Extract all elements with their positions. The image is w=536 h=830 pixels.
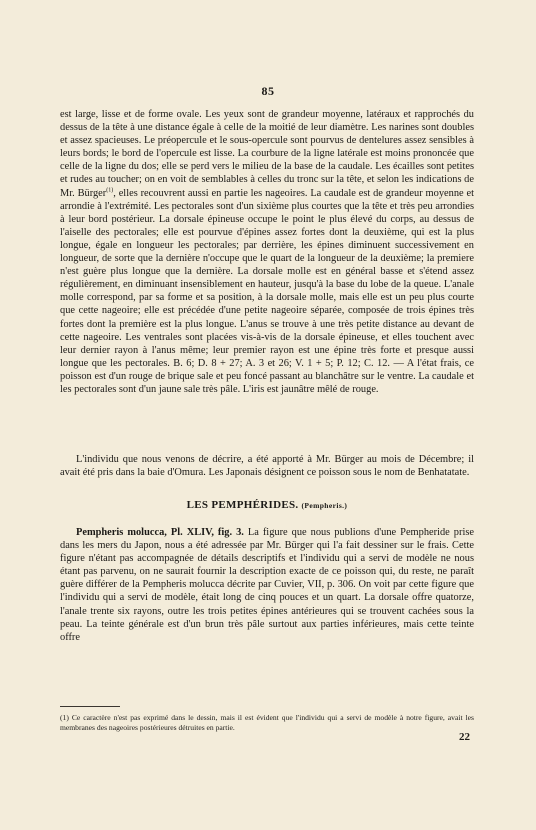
body-text-part-1: est large, lisse et de forme ovale. Les yeux sont de grandeur moyenne, latéraux et rapprochés du dessus de la tête à une distance égale à celle de la moitié de leur diamètre. Les narines sont doubles et assez spacieuses. Le préopercule et le sous-opercule sont pourvus de dentelures assez sensibles à leurs bords; le bord de l'opercule est lisse. La courbure de la ligne latérale est moins prononcée que celle de la ligne du dos; elle se perd vers le milieu de la base de la caudale. Les écailles sont petites et rudes au toucher; on en voit de semblables à celles du tronc sur la tête, et selon les indications de Mr. Bürger (60, 109, 474, 199)
origin-text: L'individu que nous venons de décrire, a été apporté à Mr. Bürger au mois de Décembre; il avait été pris dans la baie d'Omura. Les Japonais désignent ce poisson sous le nom de Benhatatate. (60, 454, 474, 479)
footnote-divider (60, 706, 120, 707)
body-text-part-2: , elles recouvrent aussi en partie les nageoires. La caudale est de grandeur moyenne et arrondie à l'extrémité. Les pectorales sont d'un sixième plus courtes que la tête et très peu arrondies à leur bord postérieur. La dorsale épineuse occupe le point le plus élevé du corps, au dessus de l'aiselle des pectorales; elle est pourvue d'épines assez fortes dont la deuxième, qui est la plus longue, égale en longueur les pectorales; par derrière, les épines diminuent successivement en longueur, de sorte que la dernière n'occupe que le quart de la longueur de la deuxième; la premiere n'est guère plus longue que la dernière. La dorsale molle est en général basse et s'étend assez régulièrement, en diminuant insensiblement en hauteur, jusqu'à la base du lobe de la queue. L'anale molle correspond, par sa forme et sa position, à la dorsale molle, mais elle est un peu plus courte que cette nageoire; elle est précédée d'une petite nageoire séparée, composée de trois épines très fortes dont la première est la plus longue. L'anus se trouve à une très petite distance au devant de cette nageoire. Les ventrales sont placées vis-à-vis de la dorsale épineuse, et elles touchent avec leur dernier rayon à l'anus même; leur premier rayon est une épine très forte et presque aussi longue que les pectorales. B. 6; D. 8 + 27; A. 3 et 26; V. 1 + 5; P. 12; C. 12. — A l'état frais, ce poisson est d'un rouge de brique sale et peu foncé passant au blanchâtre sur le ventre. La caudale et les pectorales sont d'un jaune sale très pâle. L'iris est jaunâtre mêlé de rouge. (60, 187, 474, 395)
footnote-marker: (1) (106, 187, 114, 194)
body-paragraph-origin (60, 453, 474, 479)
page-number: 85 (261, 84, 275, 98)
section-subtitle: (Pempheris.) (301, 501, 348, 510)
species-lead: Pempheris molucca, Pl. XLIV, fig. 3. (76, 527, 244, 538)
signature-mark: 22 (459, 731, 470, 743)
body-paragraph-description (60, 108, 474, 396)
species-text: La figure que nous publions d'une Pempheride prise dans les mers du Japon, nous a été adressée par Mr. Bürger qui l'a fait dessiner sur le frais. Cette figure n'étant pas accompagnée de détails descriptifs et l'individu qui a servi de modèle ne nous étant pas parvenu, on ne saurait fournir la description exacte de ce poisson qui, du reste, ne paraît guère différer de la Pempheris molucca décrite par Cuvier, VII, p. 306. On voit par cette figure que l'individu qui a servi de modèle, était long de cinq pouces et un quart. La dorsale offre quatorze, l'anale trente six rayons, outre les trois petites épines antérieures qui se trouvent cachées sous la peau. La teinte générale est d'un brun très pâle surtout aux parties inférieures, mais cette teinte offre (60, 527, 474, 643)
section-heading (60, 499, 474, 511)
footnote: (1) Ce caractère n'est pas exprimé dans le dessin, mais il est évident que l'individu qui a servi de modèle à notre figure, avait les membranes des nageoires postérieures détruites en partie. (60, 713, 474, 732)
section-title: LES PEMPHÉRIDES. (186, 499, 299, 511)
body-paragraph-pempheris (60, 526, 474, 644)
